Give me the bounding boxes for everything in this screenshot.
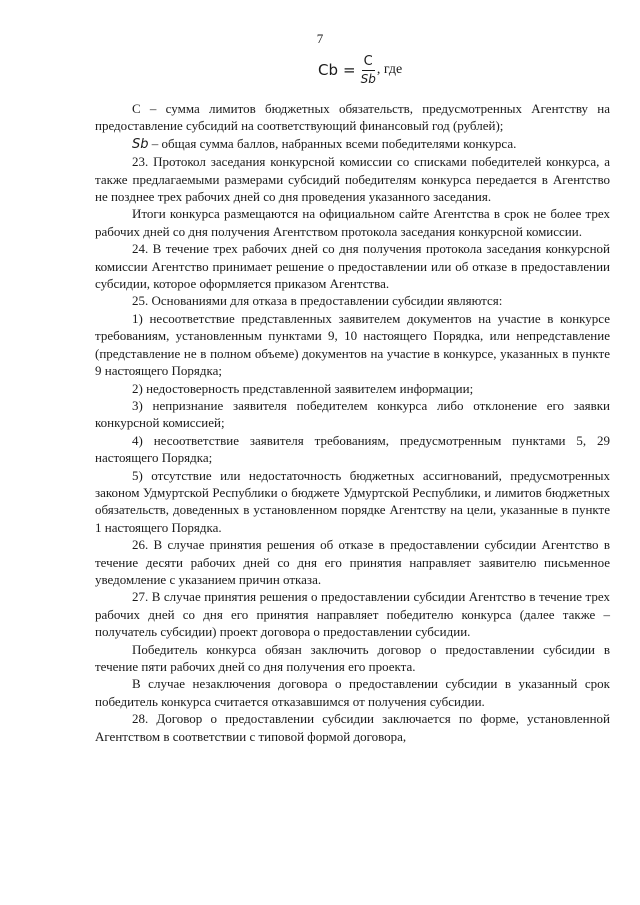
paragraph-25-item-3: 3) непризнание заявителя победителем конкурса либо отклонение его заявки конкурсной комиссией; <box>95 397 610 431</box>
paragraph-28: 28. Договор о предоставлении субсидии заключается по форме, установленной Агентством в соответствии с типовой формой договора, <box>95 711 610 744</box>
sb-definition-text: – общая сумма баллов, набранных всеми победителями конкурса. <box>148 135 517 151</box>
paragraph-25-item-2: 2) недостоверность представленной заявителем информации; <box>132 380 474 396</box>
formula-denominator: Sb <box>360 71 376 86</box>
paragraph-25-item-5: 5) отсутствие или недостаточность бюджетных ассигнований, предусмотренных законом Удмуртской Республики о бюджете Удмуртской Республики, и лимитов бюджетных обязательств, доведенных в установленном порядке Агентству на цели, указанные в пункте 1 настоящего Порядка. <box>95 467 610 535</box>
paragraph-24: 24. В течение трех рабочих дней со дня получения протокола заседания конкурсной комиссии Агентство принимает решение о предоставлении или об отказе в предоставлении субсидии, которое оформляется приказом Агентства. <box>95 241 610 292</box>
sb-symbol: Sb <box>132 136 149 152</box>
paragraph-26: 26. В случае принятия решения об отказе в предоставлении субсидии Агентство в течение десяти рабочих дней со дня его принятия направляет заявителю письменное уведомление с указанием причин отказа. <box>95 537 610 587</box>
paragraph-27-refusal: В случае незаключения договора о предоставлении субсидии в указанный срок победитель конкурса считается отказавшимся от получения субсидии. <box>95 676 610 709</box>
paragraph-27-obligation: Победитель конкурса обязан заключить договор о предоставлении субсидии в течение пяти рабочих дней со дня получения его проекта. <box>95 641 610 674</box>
paragraph-25: 25. Основаниями для отказа в предоставлении субсидии являются: <box>132 293 503 309</box>
page-number: 7 <box>316 31 324 46</box>
formula-numerator: C <box>363 53 373 69</box>
formula-lhs: Cb <box>318 61 338 79</box>
formula-suffix: , где <box>376 62 403 77</box>
formula <box>318 50 402 90</box>
paragraph-25-item-4: 4) несоответствие заявителя требованиям, предусмотренным пунктами 5, 29 настоящего Порядка; <box>95 432 610 466</box>
definition-c: C – сумма лимитов бюджетных обязательств, предусмотренных Агентству на предоставление субсидий на соответствующий финансовый год (рублей); <box>95 101 610 134</box>
document-body <box>95 100 610 745</box>
formula-equals: = <box>343 61 356 79</box>
paragraph-23-results: Итоги конкурса размещаются на официальном сайте Агентства в срок не более трех рабочих дней со дня получения Агентством протокола заседания конкурсной комиссии. <box>95 206 610 239</box>
paragraph-23: 23. Протокол заседания конкурсной комиссии со списками победителей конкурса, а также предлагаемыми размерами субсидий победителям конкурса передается в Агентство не позднее трех рабочих дней со дня проведения указанного заседания. <box>95 154 610 205</box>
formula-fraction <box>361 54 376 87</box>
paragraph-25-item-1: 1) несоответствие представленных заявителем документов на участие в конкурсе требованиям, установленным пунктами 9, 10 настоящего Порядка, или непредставление (представление не в полном объеме) документов на участие в конкурсе, указанных в пункте 9 настоящего Порядка; <box>95 310 610 379</box>
paragraph-27: 27. В случае принятия решения о предоставлении субсидии Агентство в течение трех рабочих дней со дня его принятия направляет победителю конкурса (далее также – получатель субсидии) проект договора о предоставлении субсидии. <box>95 589 610 640</box>
definition-sb <box>95 135 610 153</box>
